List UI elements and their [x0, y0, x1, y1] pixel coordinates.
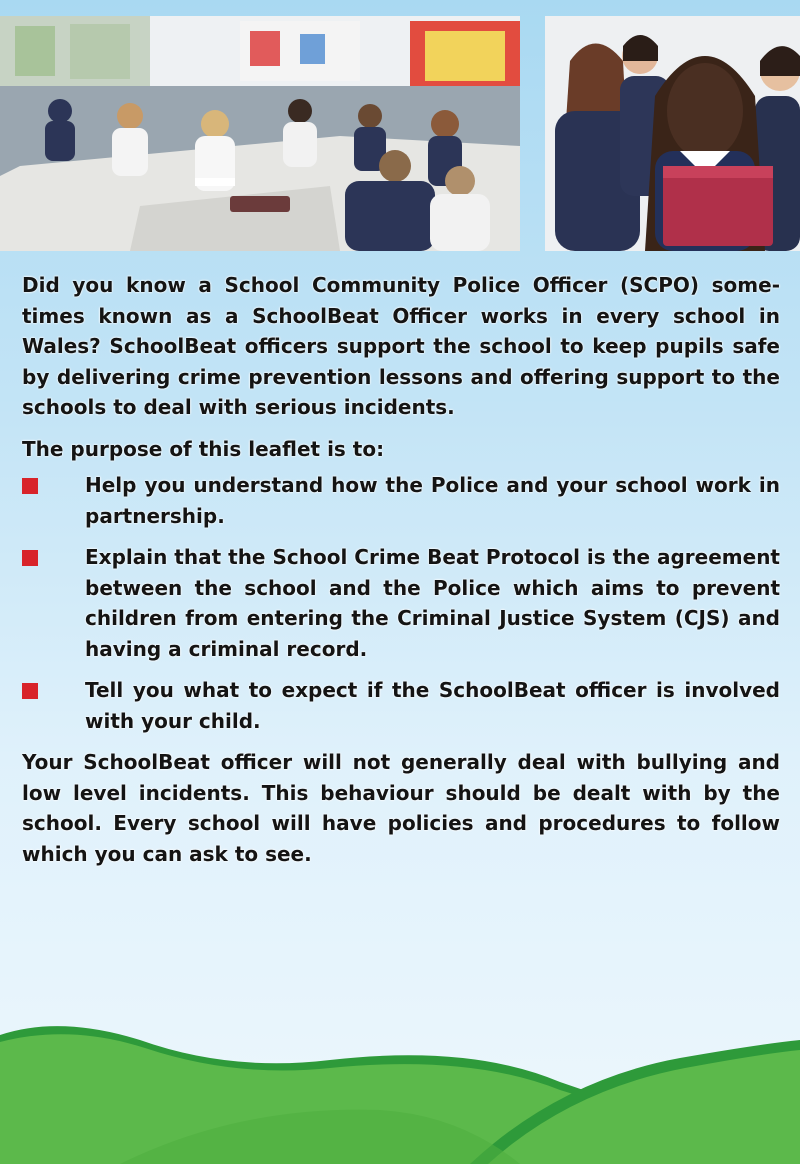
bullet-item — [22, 675, 780, 736]
bullet-text: Tell you what to expect if the SchoolBeat officer is involved with your child. — [85, 678, 780, 733]
green-hills-decoration — [0, 1010, 800, 1164]
red-square-bullet-icon — [22, 683, 38, 699]
pupil-photo — [545, 16, 800, 251]
pupil-illustration — [545, 16, 800, 251]
red-square-bullet-icon — [22, 550, 38, 566]
bullet-item — [22, 542, 780, 664]
classroom-illustration — [0, 16, 520, 251]
classroom-photo — [0, 16, 520, 251]
bullet-item — [22, 470, 780, 531]
bullet-text: Help you understand how the Police and your school work in partnership. — [85, 473, 780, 528]
bullet-text: Explain that the School Crime Beat Protocol is the agreement between the school and the Police which aims to prevent children from entering the Criminal Justice System (CJS) and having a criminal record. — [85, 545, 780, 661]
intro-paragraph: Did you know a School Community Police Officer (SCPO) some-times known as a SchoolBeat Officer works in every school in Wales? SchoolBeat officers support the school to keep pupils safe by delivering crime prevention lessons and offering support to the schools to deal with serious incidents. — [22, 273, 780, 419]
purpose-heading: The purpose of this leaflet is to: — [22, 436, 385, 461]
closing-paragraph: Your SchoolBeat officer will not generally deal with bullying and low level incidents. This behaviour should be dealt with by the school. Every school will have policies and procedures to follow which you can ask to see. — [22, 750, 780, 866]
leaflet-body — [22, 270, 780, 880]
red-square-bullet-icon — [22, 478, 38, 494]
